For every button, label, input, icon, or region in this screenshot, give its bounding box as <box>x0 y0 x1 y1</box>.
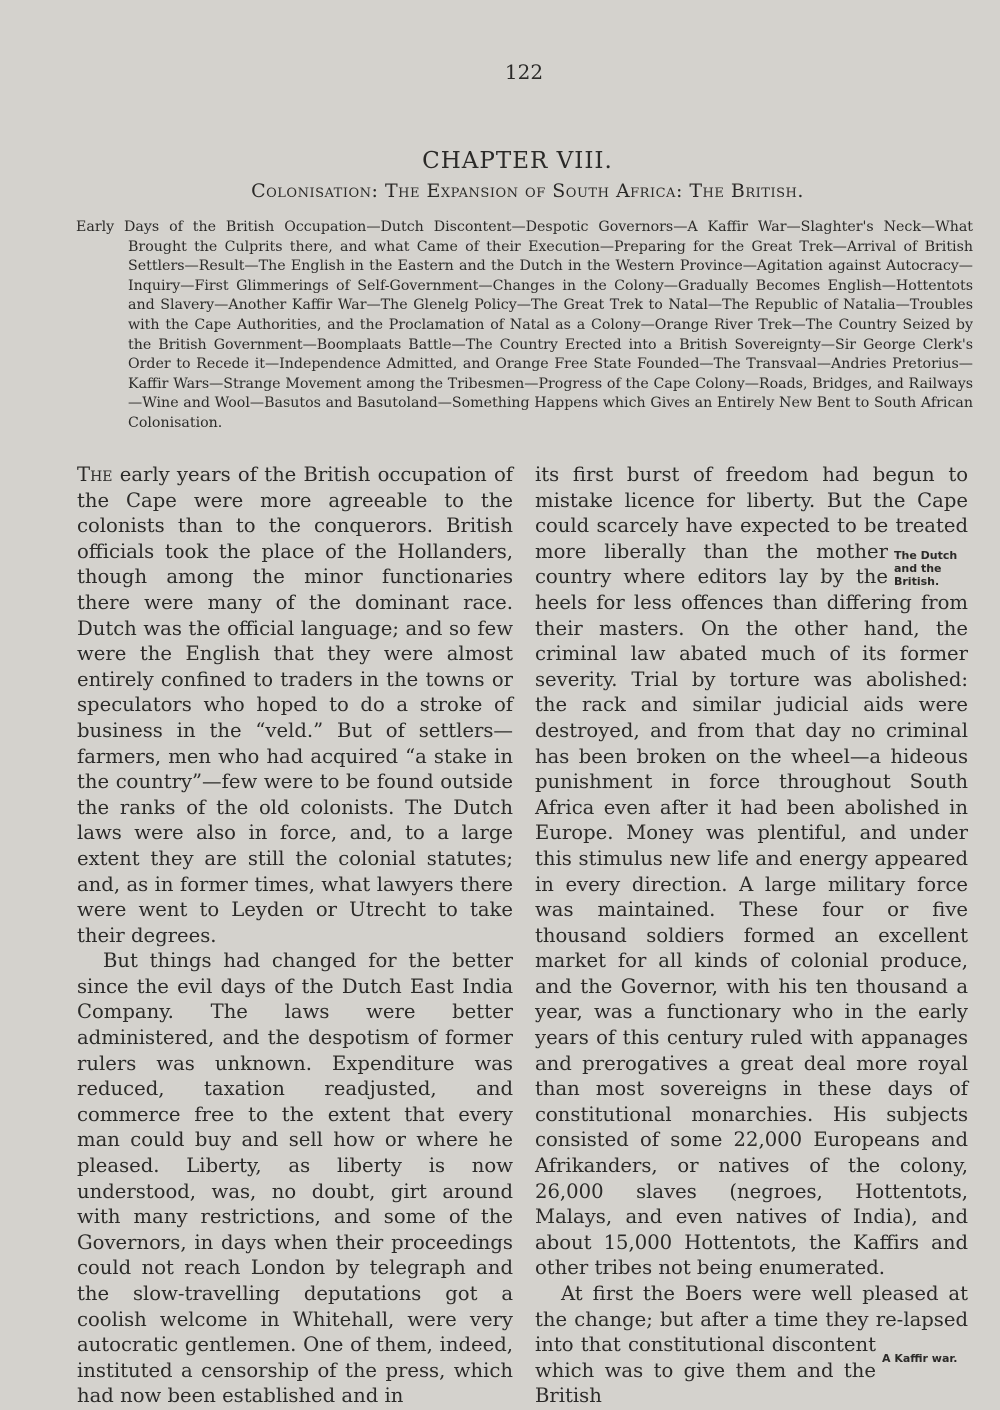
paragraph: But things had changed for the better since the evil days of the Dutch East India Company. The laws were better administered, and the despotism of former rulers was unknown. Expenditure was reduced, taxation readjusted, and commerce free to the extent that every man could buy and sell how or where he pleased. Liberty, as liberty is now understood, was, no doubt, girt around with many restrictions, and some of the Governors, in days when their proceedings could not reach London by telegraph and the slow-travelling deputations got a coolish welcome in Whitehall, were very autocratic gentlemen. One of them, indeed, instituted a censorship of the press, which had now been established and in <box>77 949 513 1408</box>
margin-note-dutch-british: The Dutch and the British. <box>894 548 958 588</box>
right-column <box>535 462 968 1409</box>
chapter-title: CHAPTER VIII. <box>422 148 613 174</box>
chapter-subtitle: Colonisation: The Expansion of South Africa: The British. <box>251 180 804 202</box>
paragraph-text: At first the Boers were well pleased at the change; but after a time they re- <box>535 1282 968 1331</box>
chapter-synopsis: Early Days of the British Occupation—Dutch Discontent—Despotic Governors—A Kaffir War—Slaghter's Neck—What Brought the Culprits there, and what Came of their Execution—Preparing for the Great Trek—Arrival of British Settlers—Result—The English in the Eastern and the Dutch in the Western Province—Agitation against Autocracy—Inquiry—First Glimmerings of Self-Government—Changes in the Colony—Gradually Becomes English—Hottentots and Slavery—Another Kaffir War—The Glenelg Policy—The Great Trek to Natal—The Republic of Natalia—Troubles with the Cape Authorities, and the Proclamation of Natal as a Colony—Orange River Trek—The Country Seized by the British Government—Boomplaats Battle—The Country Erected into a British Sovereignty—Sir George Clerk's Order to Recede it—Independence Admitted, and Orange Free State Founded—The Transvaal—Andries Pretorius—Kaffir Wars—Strange Movement among the Tribesmen—Progress of the Cape Colony—Roads, Bridges, and Railways—Wine and Wool—Basutos and Basutoland—Something Happens which Gives an Entirely New Bent to South African Colonisation. <box>76 219 973 431</box>
paragraph <box>535 1281 968 1409</box>
paragraph <box>77 462 513 948</box>
paragraph <box>535 462 968 1281</box>
paragraph-text: early years of the British occupation of the Cape were more agreeable to the colonists than to the conquerors. British officials took the place of the Hollanders, though among the minor functionaries there were many of the dominant race. Dutch was the official language; and so few were the English that they were almost entirely confined to traders in the towns or speculators who hoped to do a stroke of business in the “veld.” But of settlers—farmers, men who had acquired “a stake in the country”—few were to be found outside the ranks of the old colonists. The Dutch laws were also in force, and, to a large extent they are still the colonial statutes; and, as in former times, what lawyers there were went to Leyden or Utrecht to take their degrees. <box>77 463 513 947</box>
paragraph-text: lapsed into that constitutional discontent which was to give them and the British <box>535 1307 968 1408</box>
paragraph-text: its first burst of freedom had begun to mistake licence for liberty. But the Cape could scarcely have expected to be treated <box>535 463 968 538</box>
page-number: 122 <box>504 60 544 84</box>
left-column <box>77 462 513 1409</box>
paragraph-text: more liberally than the mother country where editors lay by the heels for less offences than differing from their masters. On the other hand, the criminal law abated much of its former severity. Trial by torture was abolished: the rack and similar judicial aids were destroyed, and from that day no criminal has been broken on the wheel—a hideous punishment in force throughout South Africa even after it had been abolished in Europe. Money was plentiful, and under this stimulus new life and energy appeared in every direction. A large military force was maintained. These four or five thousand soldiers formed an excellent market for all kinds of colonial produce, and the Governor, with his ten thousand a year, was a functionary who in the early years of this century ruled with appanages and prerogatives a great deal more royal than most sovereigns in these days of constitutional monarchies. His subjects consisted of some 22,000 Europeans and Afrikanders, or natives of the colony, 26,000 slaves (negroes, Hottentots, Malays, and even natives of India), and about 15,000 Hottentots, the Kaffirs and other tribes not being enumerated. <box>535 539 968 1280</box>
paragraph-lead-word: The <box>77 463 113 486</box>
margin-note-kaffir-war: A Kaffir war. <box>882 1352 958 1366</box>
